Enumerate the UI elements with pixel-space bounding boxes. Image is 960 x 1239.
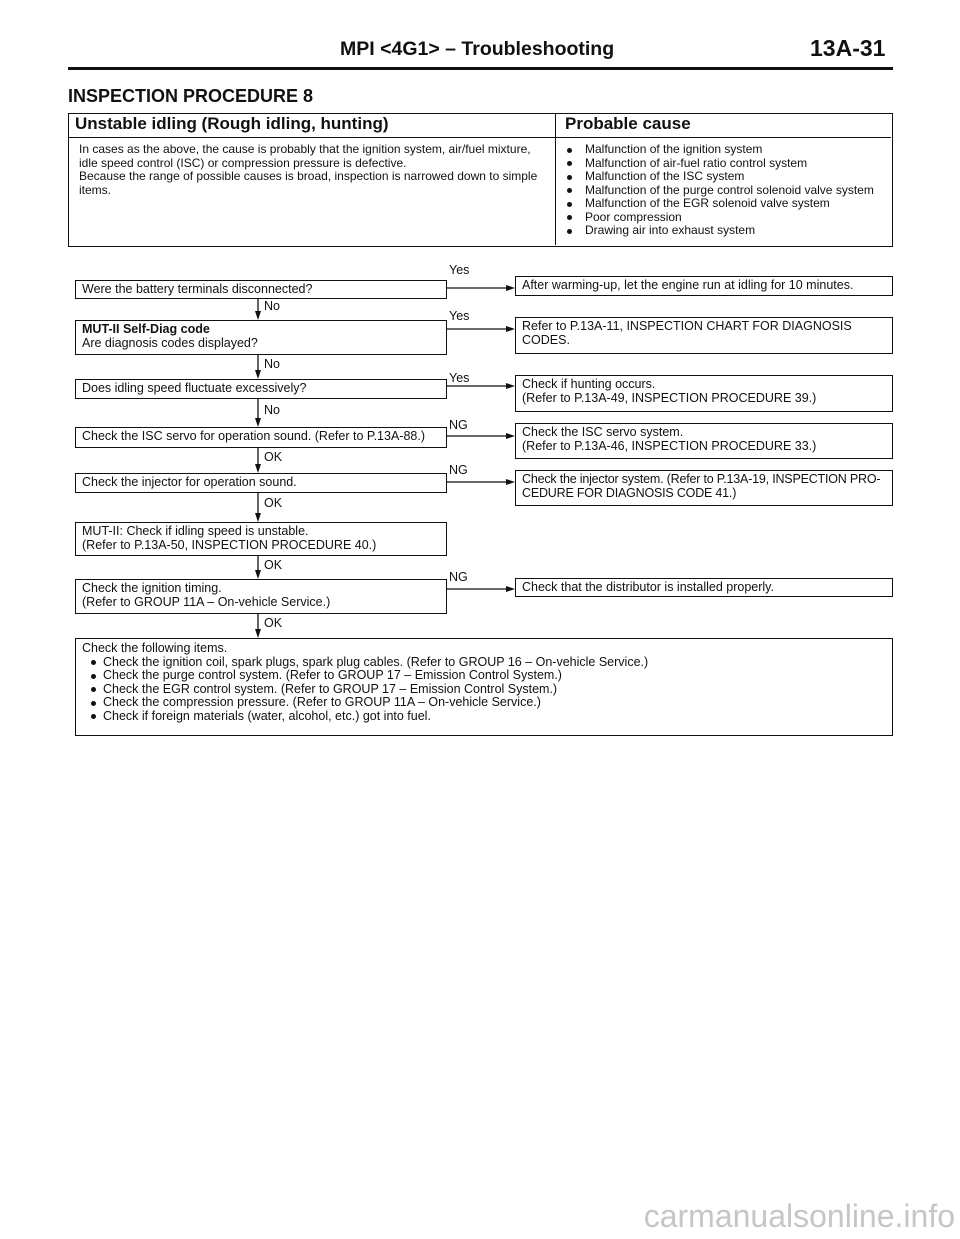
arrow-right-1	[447, 285, 515, 291]
continue-label: No	[264, 403, 280, 417]
symptom-table	[68, 113, 893, 247]
flow-action-box	[515, 375, 893, 412]
branch-label: NG	[449, 463, 468, 477]
probable-cause-item	[565, 197, 874, 211]
arrow-down-2	[255, 355, 261, 379]
branch-label: Yes	[449, 371, 470, 385]
branch-label: NG	[449, 570, 468, 584]
flow-action-text: Check that the distributor is installed properly.	[522, 580, 774, 594]
arrow-right-5	[447, 479, 515, 485]
flow-action-box	[515, 578, 893, 597]
flow-check-box	[75, 522, 447, 556]
flow-check-text: Check the injector for operation sound.	[82, 475, 297, 489]
final-check-item	[82, 696, 886, 710]
header-rule	[68, 67, 893, 70]
flow-check-box	[75, 427, 447, 448]
procedure-title: INSPECTION PROCEDURE 8	[68, 86, 314, 106]
probable-cause-text: Malfunction of the EGR solenoid valve system	[585, 196, 830, 210]
probable-cause-text: Poor compression	[585, 209, 682, 224]
bullet-icon	[91, 687, 96, 692]
final-check-item	[82, 683, 886, 697]
flow-check-text: (Refer to P.13A-50, INSPECTION PROCEDURE 40.)	[82, 537, 377, 552]
symptom-description-line: In cases as the above, the cause is probably that the ignition system, air/fuel mixture,	[79, 142, 531, 156]
flow-check-box	[75, 379, 447, 399]
flow-check-text: Check the ignition timing.	[82, 581, 222, 595]
flow-check-text: Were the battery terminals disconnected?	[82, 282, 313, 296]
flow-action-text: Check the ISC servo system.	[522, 425, 684, 439]
probable-cause-text: Malfunction of the ignition system	[585, 142, 763, 156]
flow-action-text: CEDURE FOR DIAGNOSIS CODE 41.)	[522, 485, 737, 500]
continue-label: No	[264, 357, 280, 371]
final-check-item	[82, 710, 886, 724]
flow-check-text: MUT-II: Check if idling speed is unstable.	[82, 524, 309, 538]
flow-check-title: MUT-II Self-Diag code	[82, 322, 210, 336]
flow-action-text: Check if hunting occurs.	[522, 377, 656, 391]
bullet-icon	[91, 674, 96, 679]
final-check-intro: Check the following items.	[82, 641, 228, 655]
table-column-divider	[555, 114, 557, 245]
continue-label: OK	[264, 558, 283, 572]
flow-check-text: (Refer to GROUP 11A – On-vehicle Service.)	[82, 594, 331, 609]
flow-action-text: (Refer to P.13A-46, INSPECTION PROCEDURE 33.)	[522, 438, 817, 453]
probable-cause-item	[565, 184, 874, 198]
probable-cause-item	[565, 211, 874, 225]
flow-check-text: Are diagnosis codes displayed?	[82, 335, 258, 350]
symptom-description-line: idle speed control (ISC) or compression pressure is defective.	[79, 155, 407, 170]
branch-label: Yes	[449, 263, 470, 277]
arrow-right-7	[447, 586, 515, 592]
final-check-text: Check the ignition coil, spark plugs, spark plug cables. (Refer to GROUP 16 – On-vehicle Service.)	[103, 654, 649, 669]
flow-check-text: Does idling speed fluctuate excessively?	[82, 381, 307, 395]
bullet-icon	[91, 714, 96, 719]
final-check-text: Check the compression pressure. (Refer to GROUP 11A – On-vehicle Service.)	[103, 695, 541, 709]
flow-check-box	[75, 320, 447, 355]
final-check-list	[82, 656, 886, 724]
flow-action-box	[515, 470, 893, 506]
probable-cause-item	[565, 170, 874, 184]
bullet-icon	[91, 701, 96, 706]
final-check-box	[75, 638, 893, 736]
arrow-down-4	[255, 448, 261, 473]
symptom-description	[79, 143, 537, 197]
flow-action-text: After warming-up, let the engine run at idling for 10 minutes.	[522, 278, 854, 292]
symptom-heading: Unstable idling (Rough idling, hunting)	[75, 114, 389, 133]
arrow-right-4	[447, 433, 515, 439]
continue-label: OK	[264, 450, 283, 464]
flow-action-box	[515, 317, 893, 354]
flow-check-box	[75, 280, 447, 299]
arrow-down-7	[255, 614, 261, 638]
final-check-text: Check the purge control system. (Refer to GROUP 17 – Emission Control System.)	[103, 668, 562, 682]
bullet-icon	[567, 148, 572, 153]
flow-check-box	[75, 473, 447, 493]
arrow-down-3	[255, 399, 261, 427]
probable-cause-text: Malfunction of the purge control solenoid valve system	[585, 182, 874, 197]
arrow-down-1	[255, 299, 261, 320]
probable-cause-item	[565, 224, 874, 238]
flow-check-box	[75, 579, 447, 614]
bullet-icon	[567, 229, 572, 234]
continue-label: OK	[264, 616, 283, 630]
probable-cause-text: Malfunction of air-fuel ratio control system	[585, 155, 808, 170]
bullet-icon	[567, 175, 572, 180]
branch-label: Yes	[449, 309, 470, 323]
arrow-down-6	[255, 556, 261, 579]
final-check-text: Check if foreign materials (water, alcohol, etc.) got into fuel.	[103, 708, 431, 723]
probable-cause-item	[565, 157, 874, 171]
bullet-icon	[91, 660, 96, 665]
probable-cause-text: Malfunction of the ISC system	[585, 169, 745, 183]
watermark: carmanualsonline.info	[643, 1198, 955, 1234]
arrow-down-5	[255, 493, 261, 522]
page-number: 13A-31	[810, 35, 886, 61]
bullet-icon	[567, 161, 572, 166]
flow-action-box	[515, 423, 893, 459]
bullet-icon	[567, 202, 572, 207]
flow-action-box	[515, 276, 893, 296]
probable-cause-item	[565, 143, 874, 157]
branch-label: NG	[449, 418, 468, 432]
flow-action-text: Check the injector system. (Refer to P.13A-19, INSPECTION PRO-	[522, 472, 881, 486]
page-title: MPI <4G1> – Troubleshooting	[340, 38, 615, 60]
flow-action-text: Refer to P.13A-11, INSPECTION CHART FOR DIAGNOSIS	[522, 319, 852, 333]
probable-cause-heading: Probable cause	[565, 114, 691, 133]
flow-action-text: CODES.	[522, 332, 570, 347]
final-check-text: Check the EGR control system. (Refer to GROUP 17 – Emission Control System.)	[103, 681, 558, 696]
arrow-right-2	[447, 326, 515, 332]
symptom-description-line: items.	[79, 182, 112, 197]
bullet-icon	[567, 215, 572, 220]
probable-cause-text: Drawing air into exhaust system	[585, 223, 756, 237]
continue-label: OK	[264, 496, 283, 510]
bullet-icon	[567, 188, 572, 193]
table-header-divider	[69, 137, 891, 139]
probable-cause-list	[565, 143, 874, 238]
continue-label: No	[264, 299, 280, 313]
flow-action-text: (Refer to P.13A-49, INSPECTION PROCEDURE 39.)	[522, 390, 817, 405]
final-check-item	[82, 669, 886, 683]
flow-check-text: Check the ISC servo for operation sound. (Refer to P.13A-88.)	[82, 429, 426, 443]
symptom-description-line: Because the range of possible causes is broad, inspection is narrowed down to simple	[79, 169, 538, 183]
final-check-item	[82, 656, 886, 670]
